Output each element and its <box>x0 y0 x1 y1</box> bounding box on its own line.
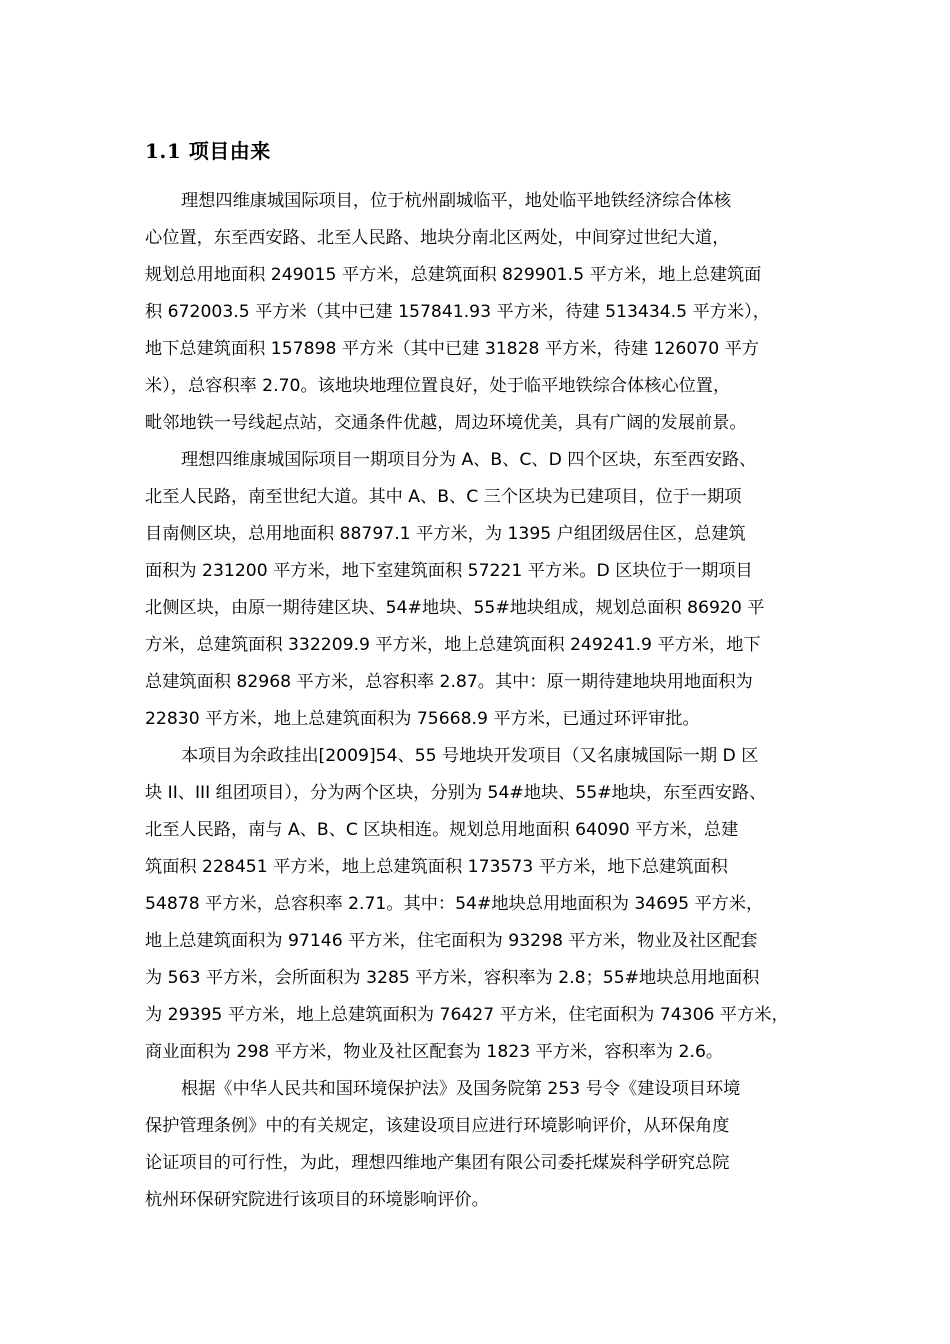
paragraph-line: 保护管理条例》中的有关规定，该建设项目应进行环境影响评价，从环保角度 <box>145 1116 730 1136</box>
paragraph-line: 总建筑面积 82968 平方米，总容积率 2.87。其中：原一期待建地块用地面积为 <box>145 672 753 692</box>
section-heading: 1.1 项目由来 <box>145 139 271 163</box>
paragraph-line: 北侧区块，由原一期待建区块、54#地块、55#地块组成，规划总面积 86920 平 <box>145 598 765 618</box>
paragraph-line: 杭州环保研究院进行该项目的环境影响评价。 <box>145 1190 489 1210</box>
paragraph-line: 54878 平方米，总容积率 2.71。其中：54#地块总用地面积为 34695 平方米， <box>145 894 764 914</box>
paragraph-line: 规划总用地面积 249015 平方米，总建筑面积 829901.5 平方米，地上总建筑面 <box>145 265 762 285</box>
paragraph-line: 米），总容积率 2.70。该地块地理位置良好，处于临平地铁综合体核心位置， <box>145 376 731 396</box>
paragraph-line: 理想四维康城国际项目，位于杭州副城临平，地处临平地铁经济综合体核 <box>181 191 732 211</box>
paragraph-line: 论证项目的可行性，为此，理想四维地产集团有限公司委托煤炭科学研究总院 <box>145 1153 730 1173</box>
paragraph-line: 心位置，东至西安路、北至人民路、地块分南北区两处，中间穿过世纪大道， <box>145 228 730 248</box>
paragraph-line: 本项目为余政挂出[2009]54、55 号地块开发项目（又名康城国际一期 D 区 <box>181 746 759 766</box>
paragraph-line: 方米，总建筑面积 332209.9 平方米，地上总建筑面积 249241.9 平方米，地下 <box>145 635 761 655</box>
paragraph-line: 毗邻地铁一号线起点站，交通条件优越，周边环境优美，具有广阔的发展前景。 <box>145 413 747 433</box>
paragraph-line: 北至人民路，南与 A、B、C 区块相连。规划总用地面积 64090 平方米，总建 <box>145 820 739 840</box>
paragraph-line: 商业面积为 298 平方米，物业及社区配套为 1823 平方米，容积率为 2.6。 <box>145 1042 724 1062</box>
paragraph-line: 为 29395 平方米，地上总建筑面积为 76427 平方米，住宅面积为 74306 平方米， <box>145 1005 789 1025</box>
paragraph-line: 22830 平方米，地上总建筑面积为 75668.9 平方米，已通过环评审批。 <box>145 709 700 729</box>
paragraph-line: 北至人民路，南至世纪大道。其中 A、B、C 三个区块为已建项目，位于一期项 <box>145 487 742 507</box>
paragraph-line: 块 II、III 组团项目），分为两个区块，分别为 54#地块、55#地块，东至西安路、 <box>145 783 767 803</box>
paragraph-line: 为 563 平方米，会所面积为 3285 平方米，容积率为 2.8；55#地块总用地面积 <box>145 968 760 988</box>
paragraph-line: 根据《中华人民共和国环境保护法》及国务院第 253 号令《建设项目环境 <box>181 1079 741 1099</box>
paragraph-line: 筑面积 228451 平方米，地上总建筑面积 173573 平方米，地下总建筑面积 <box>145 857 728 877</box>
paragraph-line: 目南侧区块，总用地面积 88797.1 平方米，为 1395 户组团级居住区，总建筑 <box>145 524 746 544</box>
paragraph-line: 理想四维康城国际项目一期项目分为 A、B、C、D 四个区块，东至西安路、 <box>181 450 757 470</box>
paragraph-line: 地上总建筑面积为 97146 平方米，住宅面积为 93298 平方米，物业及社区配套 <box>145 931 758 951</box>
paragraph-line: 积 672003.5 平方米（其中已建 157841.93 平方米，待建 513434.5 平方米）， <box>145 302 770 322</box>
paragraph-line: 地下总建筑面积 157898 平方米（其中已建 31828 平方米，待建 126070 平方 <box>145 339 759 359</box>
paragraph-line: 面积为 231200 平方米，地下室建筑面积 57221 平方米。D 区块位于一期项目 <box>145 561 753 581</box>
